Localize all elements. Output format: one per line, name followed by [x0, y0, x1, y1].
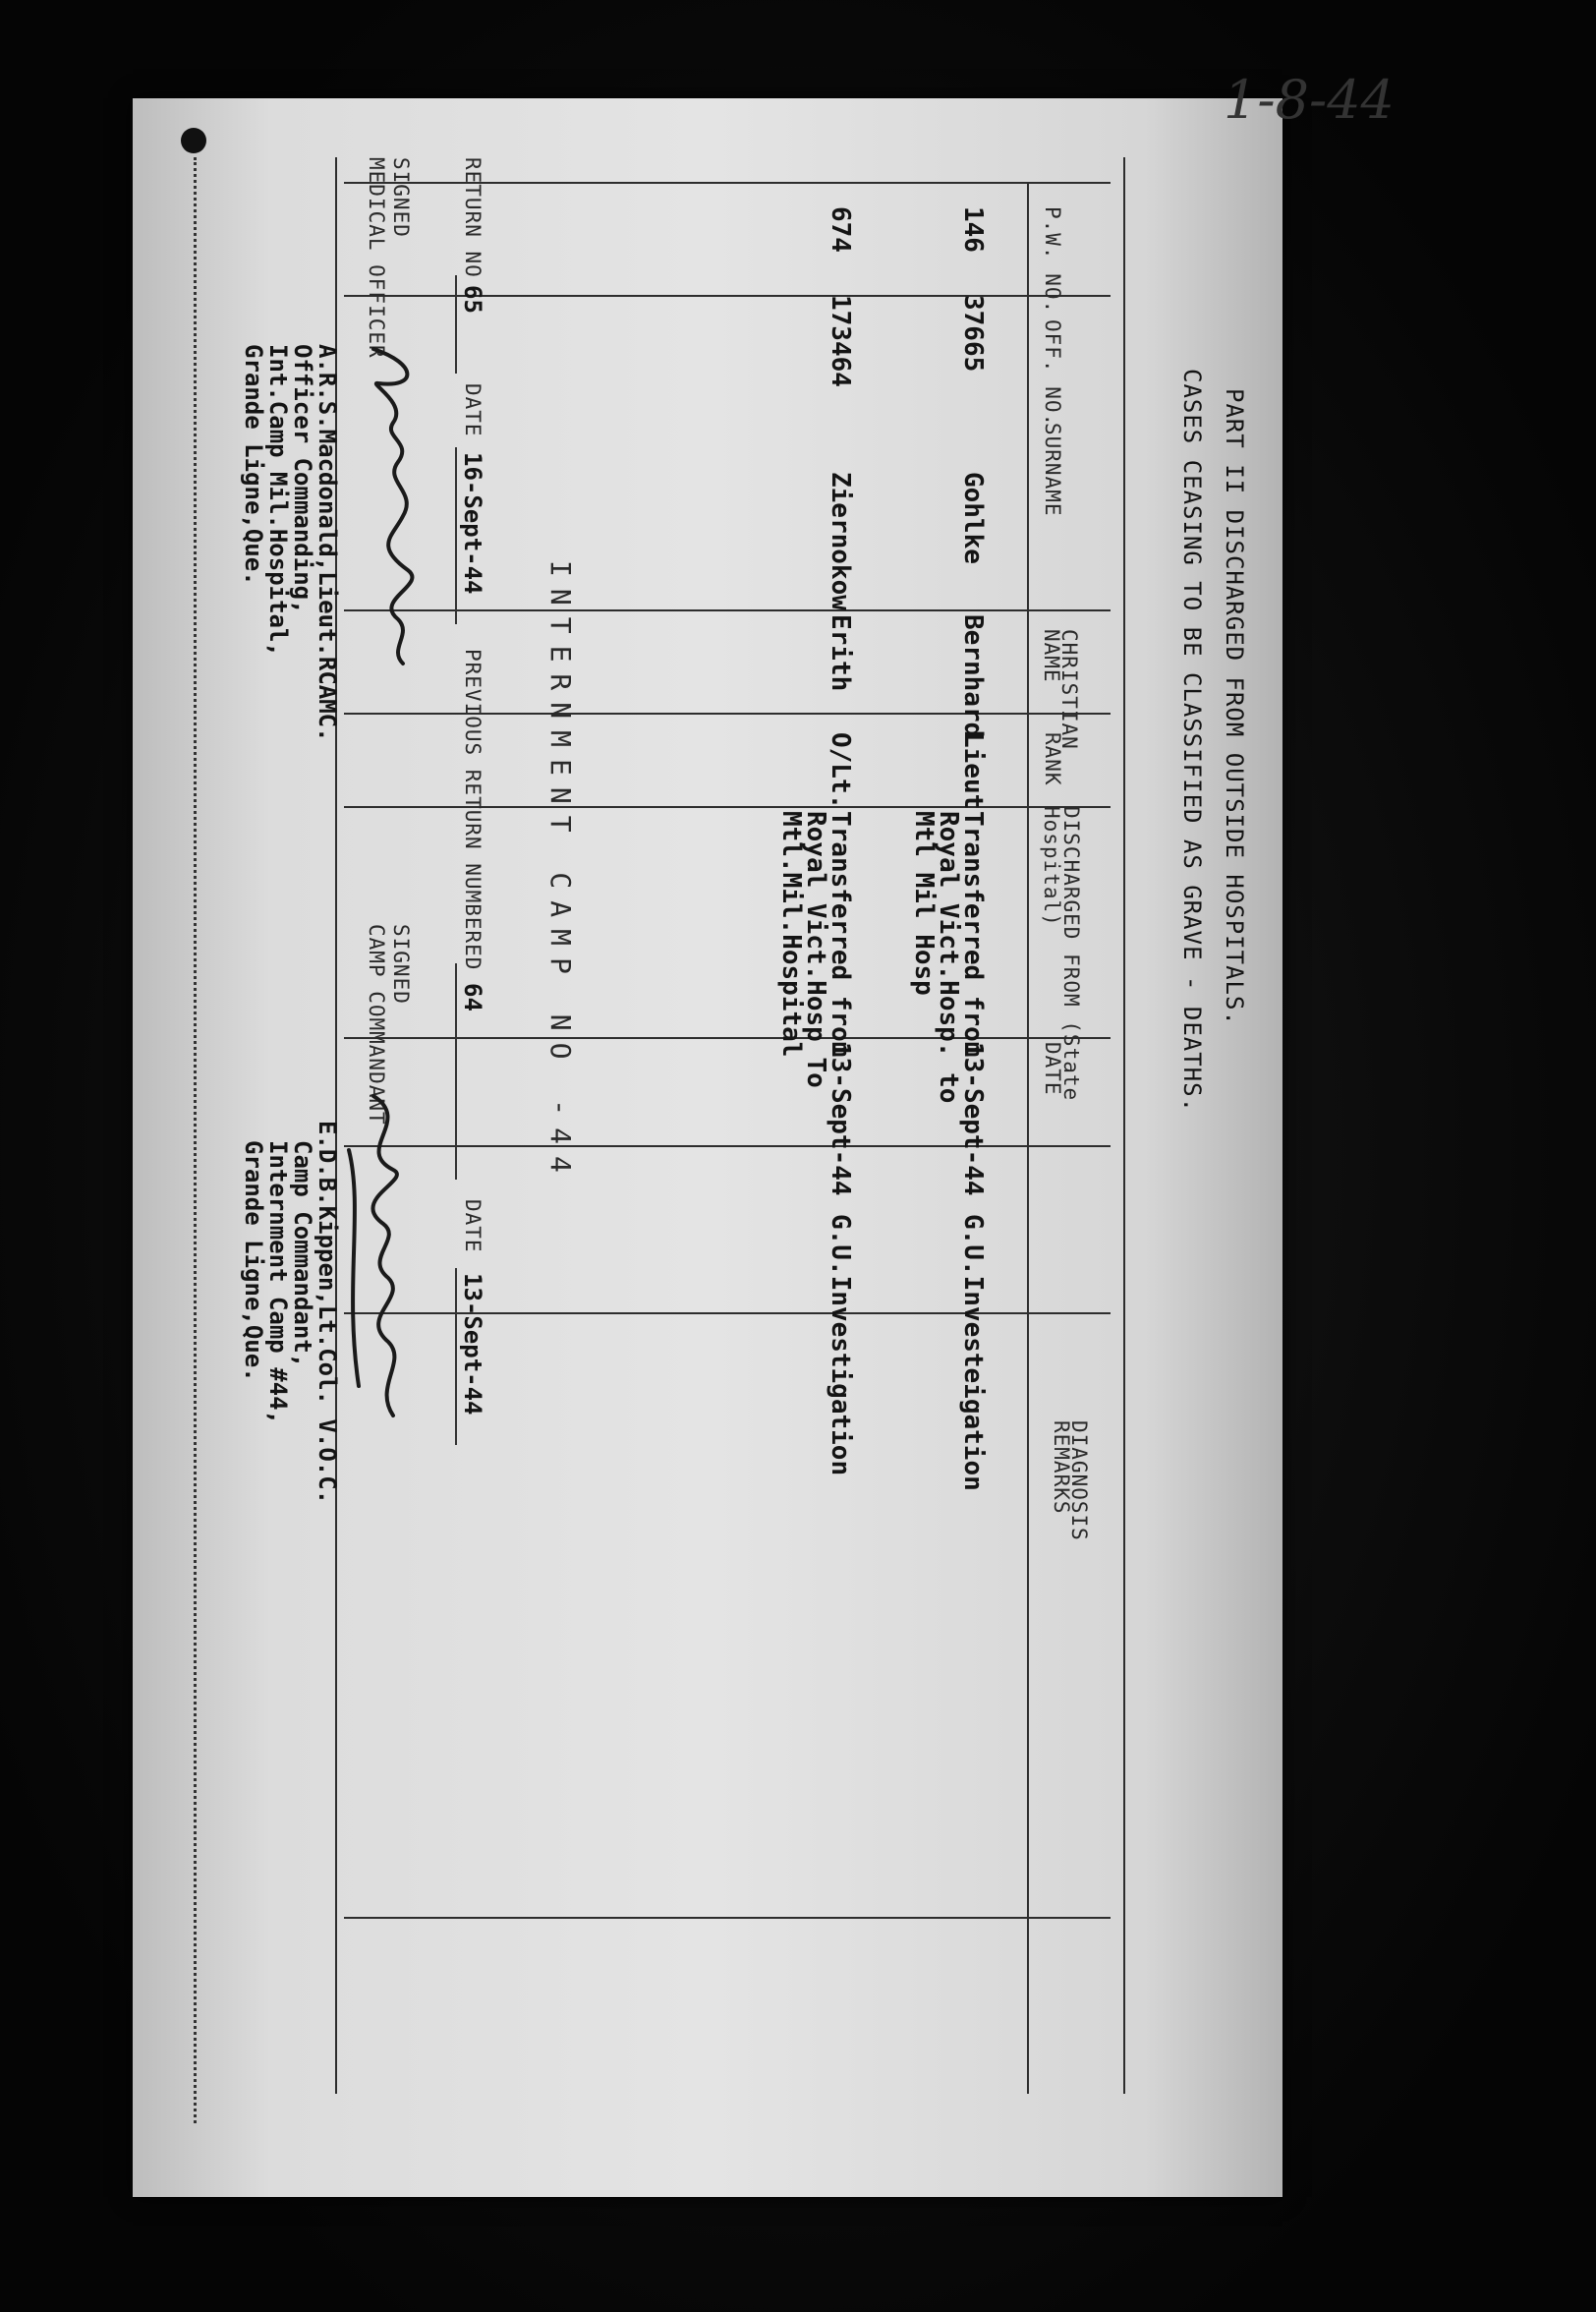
- medical-signed-label: SIGNED: [389, 157, 413, 238]
- column-rule: [344, 1145, 1111, 1147]
- handwritten-date: 1-8-44: [1224, 69, 1395, 131]
- records-table-frame: [335, 157, 1125, 2094]
- table-row-1-discharged-line-1: Transferred from: [958, 811, 988, 1058]
- table-row-1-surname: Gohlke: [958, 472, 988, 564]
- column-rule: [344, 1917, 1111, 1919]
- table-row-1-christian-name: Bernhard: [958, 614, 988, 738]
- header-divider: [1027, 182, 1029, 2094]
- column-rule: [344, 182, 1111, 184]
- table-row-2-discharged-line-2: Royal Vict.Hosp To: [801, 811, 830, 1088]
- medical-officer-signature: [359, 344, 428, 668]
- column-header-diagnosis: DIAGNOSIS REMARKS: [1050, 1420, 1091, 1541]
- return-date-value: 16-Sept-44: [459, 452, 486, 595]
- column-rule: [344, 1037, 1111, 1039]
- document-subtitle: CASES CEASING TO BE CLASSIFIED AS GRAVE - DEATHS.: [1178, 369, 1206, 1114]
- medical-officer-line-2: Officer Commanding,: [289, 344, 316, 614]
- table-row-2-diagnosis: G.U.Investigation: [826, 1214, 855, 1476]
- medical-officer-line-3: Int.Camp Mil.Hospital,: [264, 344, 292, 657]
- table-row-2-off-no: 173464: [826, 295, 855, 387]
- table-row-2-date: 13-Sept-44: [826, 1042, 855, 1196]
- table-row-1-off-no: 37665: [958, 295, 988, 373]
- previous-return-rule: [455, 963, 457, 1180]
- column-rule: [344, 806, 1111, 808]
- column-header-christian-name: CHRISTIAN NAME: [1040, 629, 1081, 750]
- return-no-rule: [455, 275, 457, 374]
- camp-signed-label: SIGNED: [389, 924, 413, 1005]
- previous-return-label: PREVIOUS RETURN NUMBERED: [461, 649, 484, 971]
- camp-commandant-line-1: E.D.B.Kippen,Lt.Col. V.O.C.: [314, 1121, 341, 1505]
- camp-commandant-line-2: Camp Commandant,: [289, 1140, 316, 1368]
- column-rule: [344, 609, 1111, 611]
- column-rule: [344, 713, 1111, 715]
- document-title: PART II DISCHARGED FROM OUTSIDE HOSPITALS.: [1221, 388, 1248, 1026]
- camp-commandant-line-3: Internment Camp #44,: [264, 1140, 292, 1424]
- signed-date-rule: [455, 1268, 457, 1445]
- column-header-off-no: OFF. NO.: [1041, 319, 1064, 428]
- dotted-rule: [194, 157, 197, 2123]
- camp-commandant-signature: [339, 1091, 432, 1425]
- camp-commandant-line-4: Grande Ligne,Que.: [240, 1140, 267, 1382]
- table-row-1-discharged-line-3: Mtl Mil Hosp: [909, 811, 939, 996]
- column-header-pw-no: P.W. NO.: [1041, 206, 1064, 315]
- punch-hole-icon: [181, 128, 206, 153]
- medical-officer-label: MEDICAL OFFICER: [365, 157, 388, 359]
- table-row-1-pw-no: 146: [958, 206, 988, 253]
- table-row-1-rank: Lieut: [958, 732, 988, 810]
- table-row-1-date: 13-Sept-44: [958, 1042, 988, 1196]
- table-row-2-surname: Ziernokow: [826, 472, 855, 610]
- table-row-2-discharged-line-1: Transferred from: [826, 811, 855, 1058]
- return-date-rule: [455, 447, 457, 624]
- return-date-label: DATE: [461, 383, 484, 437]
- column-header-surname: SURNAME: [1041, 423, 1064, 517]
- column-header-rank: RANK: [1041, 732, 1064, 786]
- table-row-1-diagnosis: G.U.Investeigation: [958, 1214, 988, 1491]
- return-no-label: RETURN NO: [461, 157, 484, 278]
- column-header-date: DATE: [1041, 1042, 1064, 1096]
- table-row-2-pw-no: 674: [826, 206, 855, 253]
- medical-officer-line-4: Grande Ligne,Que.: [240, 344, 267, 586]
- rotated-document: [133, 69, 1395, 2197]
- medical-officer-line-1: A.R.S.Macdonald,Lieut.RCAMC.: [314, 344, 341, 742]
- previous-return-value: 64: [459, 983, 486, 1012]
- table-row-2-rank: O/Lt.: [826, 732, 855, 810]
- table-row-2-christian-name: Erith: [826, 614, 855, 692]
- signed-date-label: DATE: [461, 1199, 484, 1253]
- camp-commandant-label: CAMP COMMANDANT: [365, 924, 388, 1126]
- column-header-discharged-from: DISCHARGED FROM (State Hospital): [1040, 806, 1083, 1102]
- camp-heading: INTERNMENT CAMP NO -44: [544, 560, 577, 1185]
- table-row-2-discharged-line-3: Mtl.Mil.Hospital: [776, 811, 806, 1058]
- return-no-value: 65: [459, 285, 486, 314]
- table-row-1-discharged-line-2: Royal Vict.Hosp. to: [934, 811, 963, 1104]
- signed-date-value: 13-Sept-44: [459, 1273, 486, 1416]
